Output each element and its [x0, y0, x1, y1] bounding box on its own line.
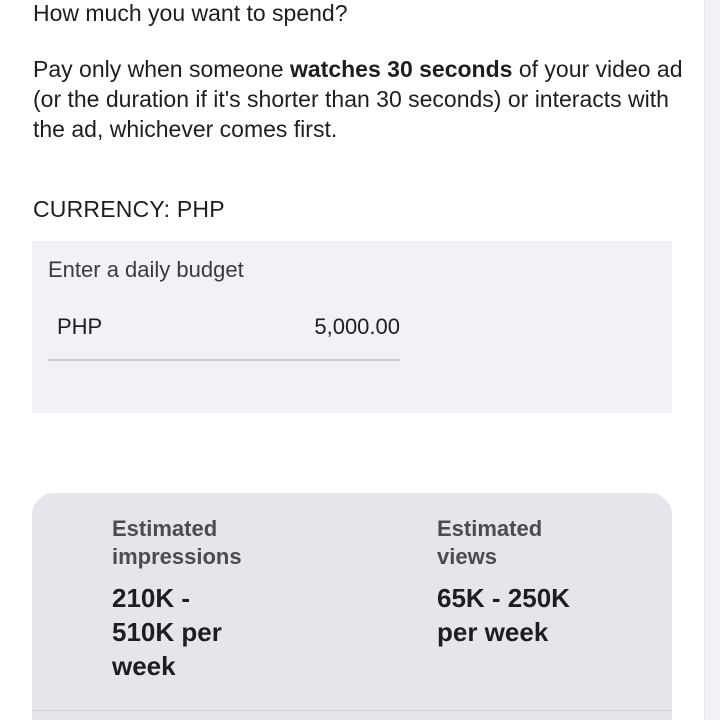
divider	[32, 710, 672, 711]
daily-budget-label: Enter a daily budget	[48, 257, 244, 282]
billing-description-prefix: Pay only when someone	[33, 56, 290, 82]
currency-label: CURRENCY: PHP	[33, 196, 225, 222]
estimated-views-label: Estimated views	[437, 516, 543, 569]
billing-description	[33, 54, 683, 144]
daily-budget-panel	[32, 241, 672, 413]
estimated-impressions-value: 210K - 510K per week	[112, 583, 222, 681]
billing-description-suffix: of your video ad (or the duration if it's shorter than 30 seconds) or interacts with the ad, whichever comes first.	[33, 56, 683, 142]
estimated-impressions	[112, 515, 292, 683]
scrollbar-track[interactable]	[704, 0, 720, 720]
billing-description-emphasis: watches 30 seconds	[290, 56, 513, 82]
daily-budget-field[interactable]	[48, 307, 400, 361]
estimated-views-value: 65K - 250K per week	[437, 583, 570, 647]
estimated-views	[437, 515, 617, 649]
daily-budget-input[interactable]	[200, 313, 400, 341]
estimates-card	[32, 493, 672, 720]
budget-currency-code: PHP	[57, 314, 103, 339]
spend-heading: How much you want to spend?	[33, 0, 348, 26]
estimated-impressions-label: Estimated impressions	[112, 516, 242, 569]
